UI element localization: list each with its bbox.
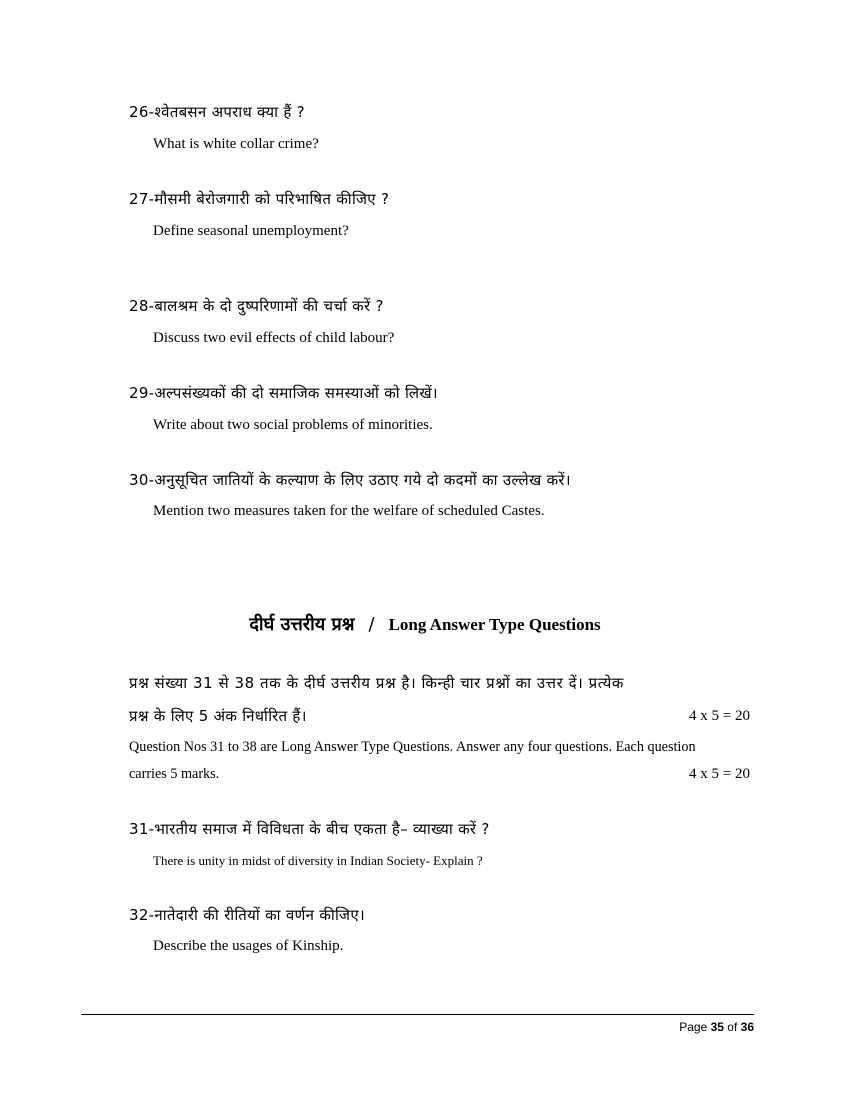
page-label: Page bbox=[679, 1020, 708, 1034]
page-footer bbox=[679, 1020, 754, 1034]
question-32-english: Describe the usages of Kinship. bbox=[153, 938, 344, 954]
question-30-hindi: 30-अनुसूचित जातियों के कल्याण के लिए उठाए गये दो कदमों का उल्लेख करें। bbox=[129, 471, 571, 489]
question-31-english: There is unity in midst of diversity in Indian Society- Explain ? bbox=[153, 853, 483, 868]
marks-english: 4 x 5 = 20 bbox=[689, 766, 750, 782]
footer-divider bbox=[81, 1014, 754, 1015]
question-31-hindi: 31-भारतीय समाज में विविधता के बीच एकता है– व्याख्या करें ? bbox=[129, 820, 490, 838]
question-28-hindi: 28-बालश्रम के दो दुष्परिणामों की चर्चा करें ? bbox=[129, 297, 384, 315]
question-27-english: Define seasonal unemployment? bbox=[153, 223, 349, 239]
instructions-hindi-line1: प्रश्न संख्या 31 से 38 तक के दीर्घ उत्तरीय प्रश्न है। किन्ही चार प्रश्नों का उत्तर दें। प्रत्येक bbox=[129, 674, 624, 692]
question-27-hindi: 27-मौसमी बेरोजगारी को परिभाषित कीजिए ? bbox=[129, 190, 390, 208]
marks-hindi: 4 x 5 = 20 bbox=[689, 708, 750, 724]
question-26-english: What is white collar crime? bbox=[153, 136, 319, 152]
question-26-hindi: 26-श्वेतबसन अपराध क्या हैं ? bbox=[129, 103, 305, 121]
page-number: 35 bbox=[710, 1020, 724, 1034]
question-30-english: Mention two measures taken for the welfare of scheduled Castes. bbox=[153, 503, 545, 519]
total-pages: 36 bbox=[740, 1020, 754, 1034]
instructions-english-line1: Question Nos 31 to 38 are Long Answer Type Questions. Answer any four questions. Each question bbox=[129, 739, 696, 755]
question-29-english: Write about two social problems of minorities. bbox=[153, 417, 433, 433]
section-title-hindi: दीर्घ उत्तरीय प्रश्न bbox=[249, 614, 355, 635]
section-heading bbox=[0, 612, 850, 636]
section-title-english: Long Answer Type Questions bbox=[388, 615, 601, 634]
question-28-english: Discuss two evil effects of child labour? bbox=[153, 330, 395, 346]
question-29-hindi: 29-अल्पसंख्यकों की दो समाजिक समस्याओं को लिखें। bbox=[129, 384, 438, 402]
question-32-hindi: 32-नातेदारी की रीतियों का वर्णन कीजिए। bbox=[129, 906, 365, 924]
instructions-hindi-line2: प्रश्न के लिए 5 अंक निर्धारित हैं। bbox=[129, 707, 307, 725]
section-title-separator: / bbox=[368, 614, 375, 635]
instructions-english-line2: carries 5 marks. bbox=[129, 766, 220, 782]
of-label: of bbox=[727, 1020, 738, 1034]
